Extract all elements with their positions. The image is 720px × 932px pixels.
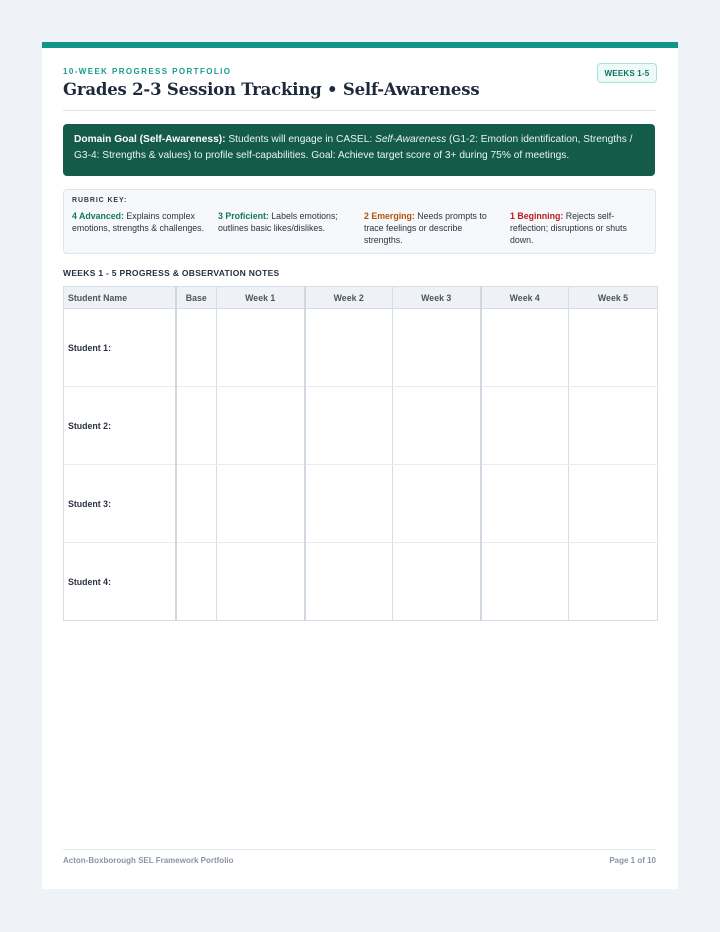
student-name-cell: Student 4: <box>64 543 176 621</box>
week-2-cell[interactable] <box>305 309 393 387</box>
week-5-cell[interactable] <box>569 543 658 621</box>
week-3-cell[interactable] <box>393 543 481 621</box>
rubric-level-label: 2 Emerging: <box>364 211 415 221</box>
week-1-cell[interactable] <box>217 309 305 387</box>
week-1-cell[interactable] <box>217 387 305 465</box>
column-header-week-1: Week 1 <box>217 287 305 309</box>
progress-section-label: WEEKS 1 - 5 PROGRESS & OBSERVATION NOTES <box>63 268 280 278</box>
accent-bar <box>42 42 678 48</box>
rubric-level-advanced <box>72 210 210 234</box>
week-1-cell[interactable] <box>217 543 305 621</box>
portfolio-page <box>42 42 678 889</box>
rubric-title: RUBRIC KEY: <box>72 197 128 204</box>
base-cell[interactable] <box>176 309 217 387</box>
week-4-cell[interactable] <box>481 309 569 387</box>
page-title: Grades 2-3 Session Tracking • Self-Awareness <box>63 80 480 99</box>
base-cell[interactable] <box>176 543 217 621</box>
base-cell[interactable] <box>176 387 217 465</box>
footer-divider <box>63 849 656 850</box>
rubric-level-label: 1 Beginning: <box>510 211 564 221</box>
rubric-key <box>63 189 656 254</box>
column-header-week-5: Week 5 <box>569 287 658 309</box>
goal-label: Domain Goal (Self-Awareness): <box>74 134 226 145</box>
rubric-level-text: Labels emotions; outlines basic likes/dislikes. <box>218 211 338 233</box>
column-header-base: Base <box>176 287 217 309</box>
week-3-cell[interactable] <box>393 387 481 465</box>
week-3-cell[interactable] <box>393 309 481 387</box>
page-number: Page 1 of 10 <box>609 856 656 865</box>
column-header-student-name: Student Name <box>64 287 176 309</box>
weeks-badge: WEEKS 1-5 <box>597 63 657 83</box>
student-name-cell: Student 2: <box>64 387 176 465</box>
rubric-level-label: 4 Advanced: <box>72 211 124 221</box>
progress-table <box>63 286 658 621</box>
table-row <box>64 465 658 543</box>
week-4-cell[interactable] <box>481 465 569 543</box>
week-2-cell[interactable] <box>305 465 393 543</box>
goal-emphasis: Self-Awareness <box>375 134 447 145</box>
table-header-row <box>64 287 658 309</box>
rubric-level-beginning <box>510 210 644 246</box>
week-5-cell[interactable] <box>569 309 658 387</box>
student-name-cell: Student 1: <box>64 309 176 387</box>
week-3-cell[interactable] <box>393 465 481 543</box>
table-row <box>64 543 658 621</box>
rubric-level-proficient <box>218 210 354 234</box>
week-5-cell[interactable] <box>569 465 658 543</box>
week-4-cell[interactable] <box>481 543 569 621</box>
rubric-level-text: Rejects self-reflection; disruptions or shuts down. <box>510 211 627 245</box>
week-2-cell[interactable] <box>305 543 393 621</box>
table-row <box>64 309 658 387</box>
portfolio-eyebrow: 10-WEEK PROGRESS PORTFOLIO <box>63 67 232 76</box>
rubric-level-text: Needs prompts to trace feelings or describe strengths. <box>364 211 487 245</box>
week-5-cell[interactable] <box>569 387 658 465</box>
base-cell[interactable] <box>176 465 217 543</box>
column-header-week-3: Week 3 <box>393 287 481 309</box>
goal-text-after: (G1-2: Emotion identification, Strengths / G3-4: Strengths & values) to profile self-capabilities. Goal: Achieve target score of 3+ during 75% of meetings. <box>74 134 633 161</box>
table-row <box>64 387 658 465</box>
column-header-week-4: Week 4 <box>481 287 569 309</box>
column-header-week-2: Week 2 <box>305 287 393 309</box>
rubric-level-emerging <box>364 210 502 246</box>
header-divider <box>63 110 656 111</box>
footer-source: Acton-Boxborough SEL Framework Portfolio <box>63 856 234 865</box>
rubric-level-text: Explains complex emotions, strengths & challenges. <box>72 211 205 233</box>
rubric-level-label: 3 Proficient: <box>218 211 269 221</box>
domain-goal-box <box>63 124 655 176</box>
week-4-cell[interactable] <box>481 387 569 465</box>
goal-text-before: Students will engage in CASEL: <box>225 134 376 145</box>
student-name-cell: Student 3: <box>64 465 176 543</box>
week-1-cell[interactable] <box>217 465 305 543</box>
week-2-cell[interactable] <box>305 387 393 465</box>
